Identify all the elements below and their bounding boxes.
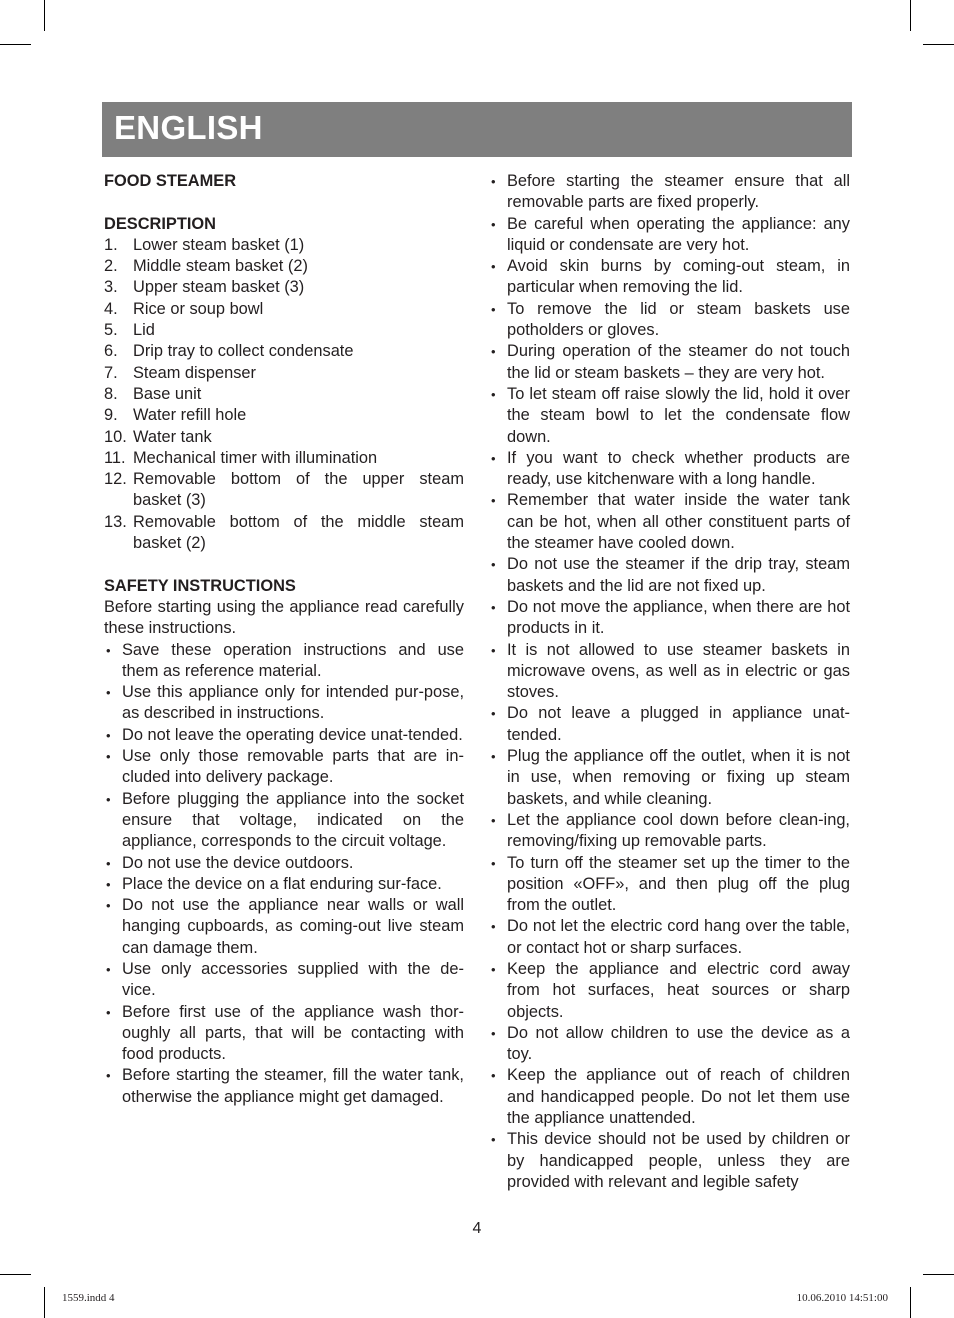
safety-intro: Before starting using the appliance read carefully these instructions. xyxy=(104,597,464,638)
safety-item-text: Before first use of the appliance wash thor-oughly all parts, that will be contacting with food products. xyxy=(122,1002,464,1064)
safety-item-text: Do not allow children to use the device as a toy. xyxy=(507,1023,850,1064)
safety-item xyxy=(489,341,850,384)
item-text: Mechanical timer with illumination xyxy=(133,448,378,467)
safety-item-text: Remember that water inside the water tank can be hot, when all other constituent parts of the steamer have cooled down. xyxy=(507,491,850,553)
bullet-icon: • xyxy=(491,344,496,360)
description-list xyxy=(104,235,464,554)
bullet-icon: • xyxy=(106,1068,111,1084)
item-text: Water refill hole xyxy=(133,406,247,425)
safety-item xyxy=(489,746,850,810)
item-text: Middle steam basket (2) xyxy=(133,257,308,276)
item-text: Lid xyxy=(133,321,155,340)
page-number: 4 xyxy=(472,1220,482,1237)
safety-item-text: Plug the appliance off the outlet, when it is not in use, when removing or fixing up steam baskets, and while cleaning. xyxy=(507,747,850,808)
bullet-icon: • xyxy=(491,386,496,402)
item-number: 1. xyxy=(104,235,118,254)
safety-item-text: Do not let the electric cord hang over the table, or contact hot or sharp surfaces. xyxy=(507,917,850,957)
description-item xyxy=(104,512,464,555)
safety-item xyxy=(104,1065,464,1108)
description-heading: DESCRIPTION xyxy=(104,214,217,233)
description-item xyxy=(104,299,464,320)
description-item xyxy=(104,448,464,469)
item-text: Water tank xyxy=(133,427,212,446)
safety-item xyxy=(489,490,850,554)
crop-mark xyxy=(923,1274,954,1275)
safety-item-text: Before starting the steamer ensure that all removable parts are fixed properly. xyxy=(507,172,850,212)
safety-item xyxy=(104,725,464,746)
bullet-icon: • xyxy=(106,749,111,765)
safety-item-text: Use only accessories supplied with the de-vice. xyxy=(122,959,464,1000)
safety-item xyxy=(489,703,850,746)
safety-item xyxy=(489,959,850,1023)
safety-item-text: Do not use the appliance near walls or wall hanging cupboards, as coming-out live steam can damage them. xyxy=(122,896,464,957)
item-text: Rice or soup bowl xyxy=(133,299,264,318)
bullet-icon: • xyxy=(491,1132,496,1148)
safety-heading: SAFETY INSTRUCTIONS xyxy=(104,576,296,595)
item-text: Steam dispenser xyxy=(133,363,256,382)
bullet-icon: • xyxy=(491,450,496,466)
safety-item-text: Use only those removable parts that are in-cluded into delivery package. xyxy=(122,747,464,787)
safety-item xyxy=(104,959,464,1002)
date-slug: 10.06.2010 14:51:00 xyxy=(796,1292,888,1304)
crop-mark xyxy=(44,0,45,31)
bullet-icon: • xyxy=(491,706,496,722)
safety-item xyxy=(489,256,850,299)
item-number: 7. xyxy=(104,363,118,382)
item-text: Removable bottom of the middle steam basket (2) xyxy=(133,512,464,553)
left-column xyxy=(104,171,464,1108)
bullet-icon: • xyxy=(106,855,111,871)
item-text: Lower steam basket (1) xyxy=(133,235,305,254)
bullet-icon: • xyxy=(491,812,496,828)
safety-list xyxy=(104,640,464,1109)
bullet-icon: • xyxy=(491,174,496,189)
item-number: 9. xyxy=(104,406,118,425)
language-title: ENGLISH xyxy=(114,109,263,146)
description-item xyxy=(104,277,464,298)
bullet-icon: • xyxy=(491,919,496,935)
safety-item xyxy=(489,384,850,448)
bullet-icon: • xyxy=(106,961,111,977)
safety-item xyxy=(489,214,850,257)
item-text: Drip tray to collect condensate xyxy=(133,342,354,361)
safety-item-text: Avoid skin burns by coming-out steam, in particular when removing the lid. xyxy=(507,257,850,297)
bullet-icon: • xyxy=(491,1068,496,1084)
safety-item-text: Before starting the steamer, fill the water tank, otherwise the appliance might get damaged. xyxy=(122,1066,464,1106)
safety-item xyxy=(104,640,464,683)
bullet-icon: • xyxy=(491,599,496,615)
safety-item xyxy=(104,895,464,959)
safety-item xyxy=(104,746,464,789)
bullet-icon: • xyxy=(491,961,496,977)
description-item xyxy=(104,341,464,362)
safety-item-text: Place the device on a flat enduring sur-face. xyxy=(122,874,442,893)
safety-item-text: Let the appliance cool down before clean-ing, removing/fixing up removable parts. xyxy=(507,810,850,851)
safety-item-text: If you want to check whether products are ready, use kitchenware with a long handle. xyxy=(507,448,850,489)
crop-mark xyxy=(910,0,911,31)
description-item xyxy=(104,384,464,405)
bullet-icon: • xyxy=(106,727,111,743)
safety-item-text: To turn off the steamer set up the timer to the position «OFF», and then plug off the plug from the outlet. xyxy=(507,853,850,915)
bullet-icon: • xyxy=(491,301,496,317)
safety-item xyxy=(104,789,464,853)
description-item xyxy=(104,405,464,426)
safety-item-text: Do not use the device outdoors. xyxy=(122,853,354,872)
safety-item-text: Do not move the appliance, when there are hot products in it. xyxy=(507,597,850,638)
description-item xyxy=(104,469,464,512)
safety-item xyxy=(489,640,850,704)
safety-item-text: Do not leave a plugged in appliance unat-tended. xyxy=(507,704,850,744)
bullet-icon: • xyxy=(491,642,496,658)
description-item xyxy=(104,320,464,341)
safety-item-text: To remove the lid or steam baskets use potholders or gloves. xyxy=(507,299,850,340)
safety-item-text: Save these operation instructions and use them as reference material. xyxy=(122,640,464,680)
item-number: 11. xyxy=(104,448,126,467)
crop-mark xyxy=(0,44,31,45)
safety-item xyxy=(489,810,850,853)
item-number: 13. xyxy=(104,512,127,531)
safety-item xyxy=(489,1065,850,1129)
item-number: 10. xyxy=(104,427,127,446)
file-slug: 1559.indd 4 xyxy=(62,1292,115,1304)
item-number: 6. xyxy=(104,342,118,361)
safety-item-text: Do not use the steamer if the drip tray, steam baskets and the lid are not fixed up. xyxy=(507,555,850,595)
safety-item-text: Do not leave the operating device unat-tended. xyxy=(122,725,463,744)
bullet-icon: • xyxy=(106,791,111,807)
item-text: Removable bottom of the upper steam basket (3) xyxy=(133,470,464,510)
right-column xyxy=(489,171,850,1193)
safety-item xyxy=(104,874,464,895)
item-number: 4. xyxy=(104,299,118,318)
bullet-icon: • xyxy=(106,1004,111,1020)
safety-item xyxy=(489,853,850,917)
description-item xyxy=(104,427,464,448)
item-text: Base unit xyxy=(133,384,202,403)
item-number: 2. xyxy=(104,257,118,276)
bullet-icon: • xyxy=(491,259,496,275)
safety-item-text: Keep the appliance out of reach of children and handicapped people. Do not let them use the appliance unattended. xyxy=(507,1066,850,1128)
item-number: 8. xyxy=(104,384,118,403)
description-item xyxy=(104,256,464,277)
safety-item xyxy=(489,916,850,959)
crop-mark xyxy=(44,1287,45,1318)
safety-item xyxy=(104,853,464,874)
safety-item-text: This device should not be used by children or by handicapped people, unless they are provided with relevant and legible safety xyxy=(507,1130,850,1191)
safety-item-text: Before plugging the appliance into the socket ensure that voltage, indicated on the appliance, corresponds to the circuit voltage. xyxy=(122,789,464,851)
safety-item-text: To let steam off raise slowly the lid, hold it over the steam bowl to let the condensate flow down. xyxy=(507,384,850,446)
safety-item xyxy=(104,1002,464,1066)
safety-item xyxy=(489,1129,850,1193)
bullet-icon: • xyxy=(106,898,111,914)
item-text: Upper steam basket (3) xyxy=(133,278,305,297)
safety-item-text: Be careful when operating the appliance: any liquid or condensate are very hot. xyxy=(507,214,850,254)
item-number: 5. xyxy=(104,321,118,340)
crop-mark xyxy=(923,44,954,45)
safety-item xyxy=(489,1023,850,1066)
safety-item-text: During operation of the steamer do not touch the lid or steam baskets – they are very hot. xyxy=(507,342,850,382)
bullet-icon: • xyxy=(491,216,496,232)
safety-item-text: Use this appliance only for intended pur-pose, as described in instructions. xyxy=(122,683,464,723)
safety-item xyxy=(489,171,850,214)
language-banner xyxy=(102,102,852,157)
crop-mark xyxy=(910,1287,911,1318)
safety-list-continued xyxy=(489,171,850,1193)
item-number: 3. xyxy=(104,278,118,297)
bullet-icon: • xyxy=(106,642,111,658)
safety-item-text: It is not allowed to use steamer baskets in microwave ovens, as well as in electric or gas stoves. xyxy=(507,640,850,702)
safety-item xyxy=(489,448,850,491)
safety-item xyxy=(489,554,850,597)
product-title: FOOD STEAMER xyxy=(104,172,237,190)
bullet-icon: • xyxy=(491,855,496,871)
description-item xyxy=(104,235,464,256)
item-number: 12. xyxy=(104,470,127,489)
bullet-icon: • xyxy=(106,685,111,701)
bullet-icon: • xyxy=(491,1025,496,1041)
safety-item-text: Keep the appliance and electric cord away from hot surfaces, heat sources or sharp objects. xyxy=(507,959,850,1021)
safety-item xyxy=(489,299,850,342)
bullet-icon: • xyxy=(491,493,496,509)
safety-item xyxy=(104,682,464,725)
safety-item xyxy=(489,597,850,640)
crop-mark xyxy=(0,1274,31,1275)
bullet-icon: • xyxy=(106,876,111,892)
description-item xyxy=(104,363,464,384)
bullet-icon: • xyxy=(491,557,496,573)
bullet-icon: • xyxy=(491,749,496,765)
